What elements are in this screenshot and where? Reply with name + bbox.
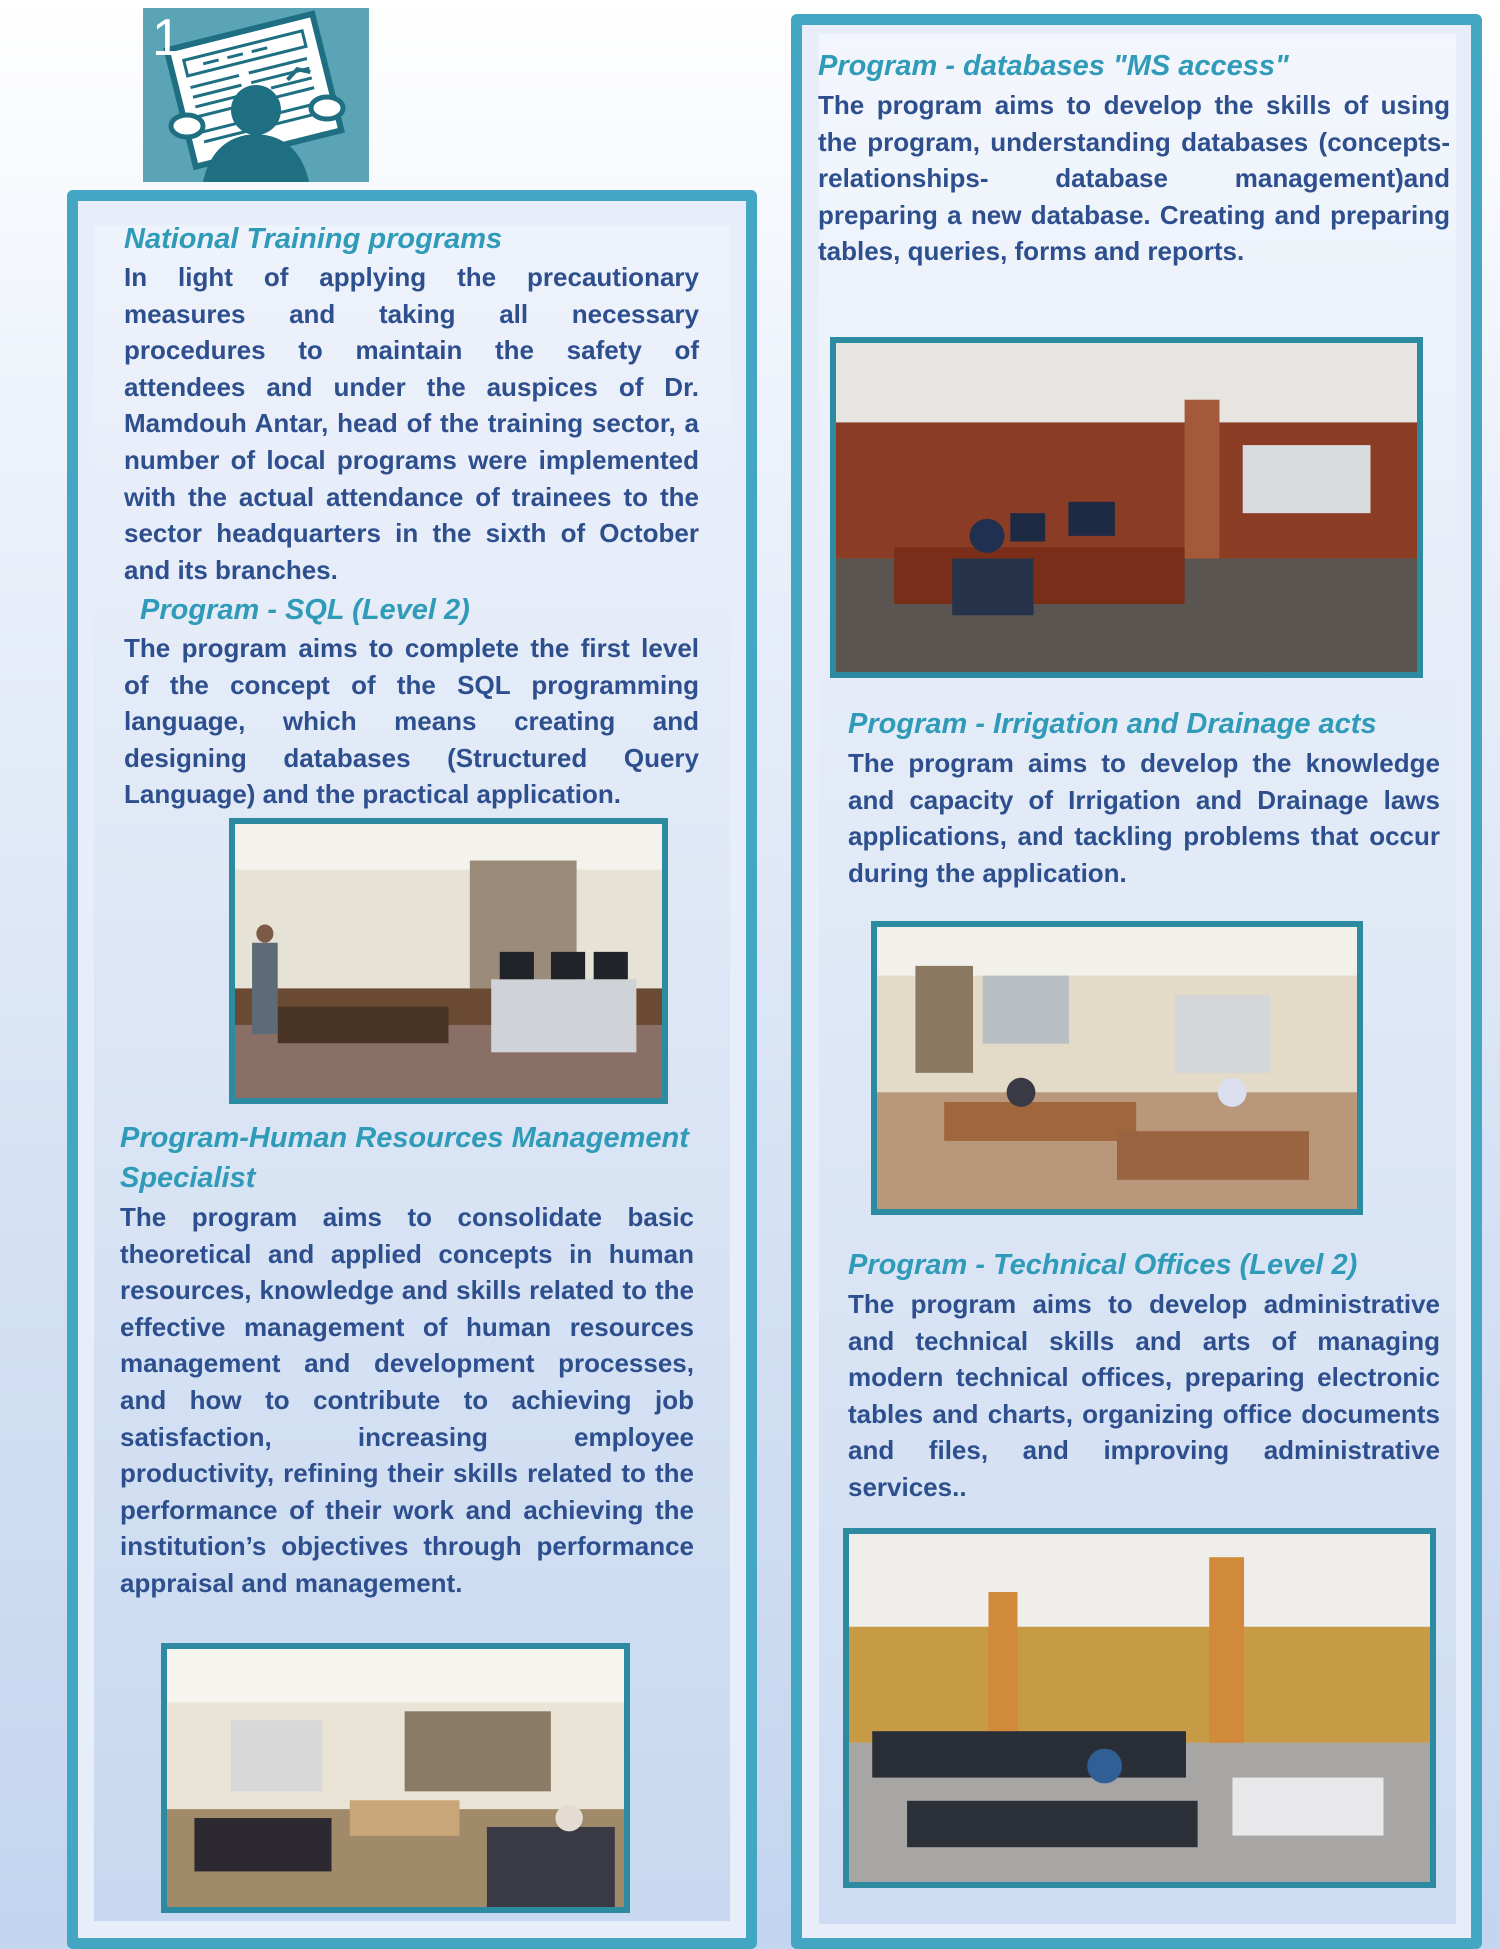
national-programs-title: National Training programs [124, 223, 503, 255]
technical-program-title: Program - Technical Offices (Level 2) [848, 1249, 1358, 1281]
hr-program-photo [161, 1643, 630, 1913]
sql-program-text: The program aims to complete the first level of the concept of the SQL programming language, which means creating and designing databases (Structured Query Language) and the practical application. [124, 633, 699, 810]
hr-program-title-line1: Program-Human Resources Management [120, 1122, 689, 1154]
sql-program-title: Program - SQL (Level 2) [140, 594, 470, 626]
national-programs-text: In light of applying the precautionary measures and taking all necessary procedures to maintain the safety of attendees and under the auspices of Dr. Mamdouh Antar, head of the training sector, a number of local programs were implemented with the actual attendance of trainees to the sector headquarters in the sixth of October and its branches. [124, 262, 699, 585]
irrigation-program-title: Program - Irrigation and Drainage acts [848, 708, 1377, 740]
access-program-title: Program - databases "MS access" [818, 50, 1289, 82]
hr-program-text: The program aims to consolidate basic theoretical and applied concepts in human resources, knowledge and skills related to the effective management of human resources management and development processes, and how to contribute to achieving job satisfaction, increasing employee productivity, refining their skills related to the performance of their work and achieving the institution’s objectives through performance appraisal and management. [120, 1202, 694, 1598]
irrigation-program-text: The program aims to develop the knowledge and capacity of Irrigation and Drainage laws applications, and tackling problems that occur during the application. [848, 748, 1440, 888]
irrigation-program-photo [871, 921, 1363, 1215]
access-program-photo [830, 337, 1423, 678]
sql-program-photo [229, 818, 668, 1104]
newsletter-icon-block [143, 8, 369, 182]
page-number: 1 [152, 9, 181, 67]
access-program-text: The program aims to develop the skills of using the program, understanding databases (concepts-relationships- database management)and preparing a new database. Creating and preparing tables, queries, forms and reports. [818, 90, 1450, 267]
hr-program-title-line2: Specialist [120, 1162, 256, 1194]
technical-program-text: The program aims to develop administrative and technical skills and arts of managing modern technical offices, preparing electronic tables and charts, organizing office documents and files, and improving administrative services.. [848, 1289, 1440, 1502]
technical-program-photo [843, 1528, 1436, 1888]
